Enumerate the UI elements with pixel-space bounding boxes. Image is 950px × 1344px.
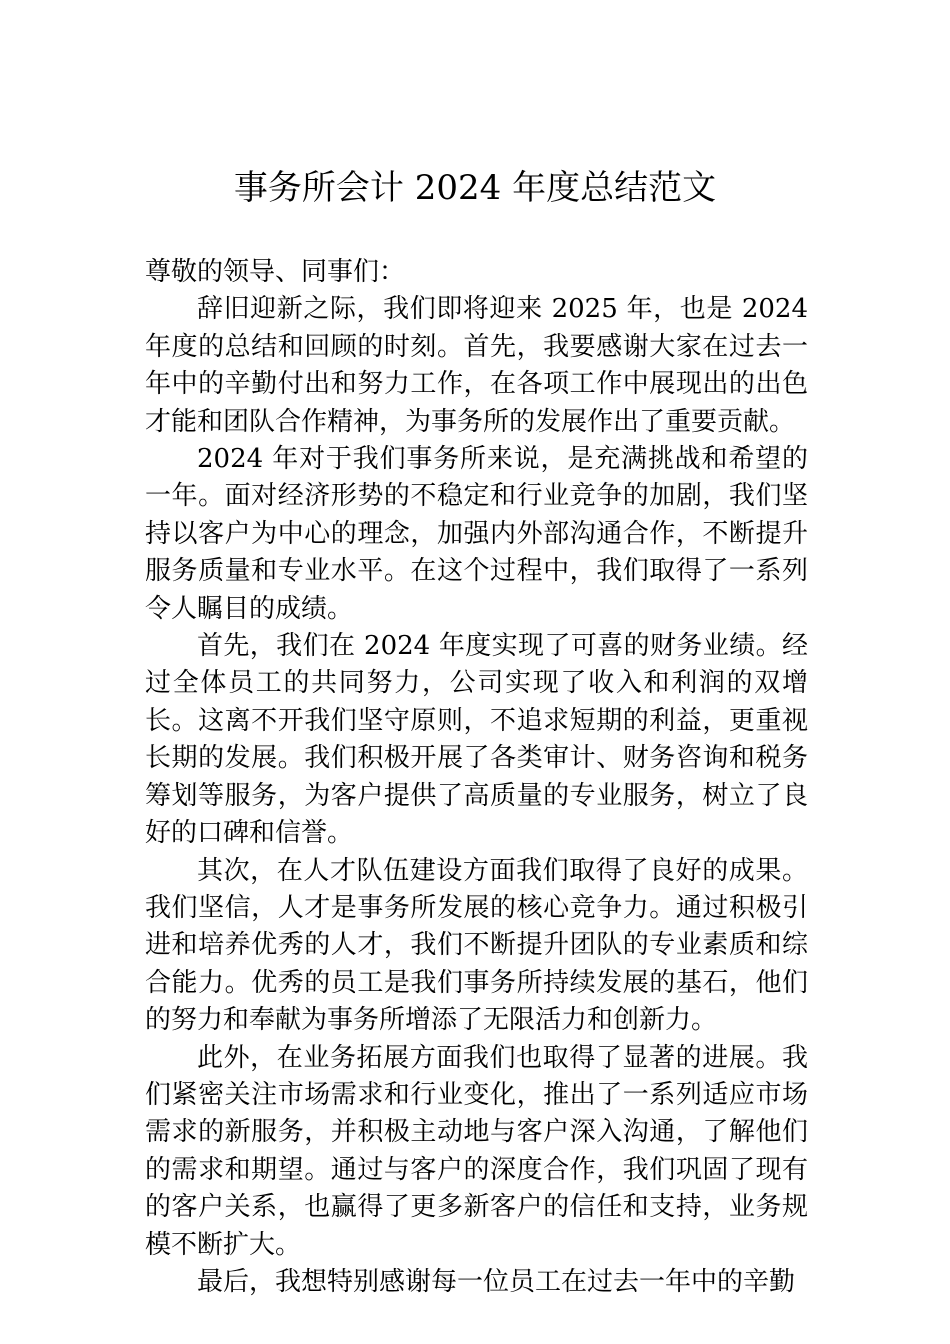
paragraph-3: 首先，我们在 2024 年度实现了可喜的财务业绩。经过全体员工的共同努力，公司实现了收入和利润的双增长。这离不开我们坚守原则，不追求短期的利益，更重视长期的发展。我们积极开展了各类审计、财务咨询和税务筹划等服务，为客户提供了高质量的专业服务，树立了良好的口碑和信誉。 bbox=[145, 631, 808, 849]
salutation: 尊敬的领导、同事们： bbox=[145, 257, 406, 287]
document-body bbox=[145, 254, 808, 1301]
paragraph-1: 辞旧迎新之际，我们即将迎来 2025 年，也是 2024 年度的总结和回顾的时刻。首先，我要感谢大家在过去一年中的辛勤付出和努力工作，在各项工作中展现出的出色才能和团队合作精神，为事务所的发展作出了重要贡献。 bbox=[145, 294, 808, 437]
paragraph-2: 2024 年对于我们事务所来说，是充满挑战和希望的一年。面对经济形势的不稳定和行业竞争的加剧，我们坚持以客户为中心的理念，加强内外部沟通合作，不断提升服务质量和专业水平。在这个过程中，我们取得了一系列令人瞩目的成绩。 bbox=[145, 444, 808, 624]
document-title: 事务所会计 2024 年度总结范文 bbox=[233, 168, 717, 208]
paragraph-6: 最后，我想特别感谢每一位员工在过去一年中的辛勤 bbox=[197, 1266, 796, 1297]
paragraph-4: 其次，在人才队伍建设方面我们取得了良好的成果。我们坚信，人才是事务所发展的核心竞争力。通过积极引进和培养优秀的人才，我们不断提升团队的专业素质和综合能力。优秀的员工是我们事务所持续发展的基石，他们的努力和奉献为事务所增添了无限活力和创新力。 bbox=[145, 855, 808, 1036]
paragraph-5: 此外，在业务拓展方面我们也取得了显著的进展。我们紧密关注市场需求和行业变化，推出了一系列适应市场需求的新服务，并积极主动地与客户深入沟通，了解他们的需求和期望。通过与客户的深度合作，我们巩固了现有的客户关系，也赢得了更多新客户的信任和支持，业务规模不断扩大。 bbox=[145, 1042, 808, 1260]
